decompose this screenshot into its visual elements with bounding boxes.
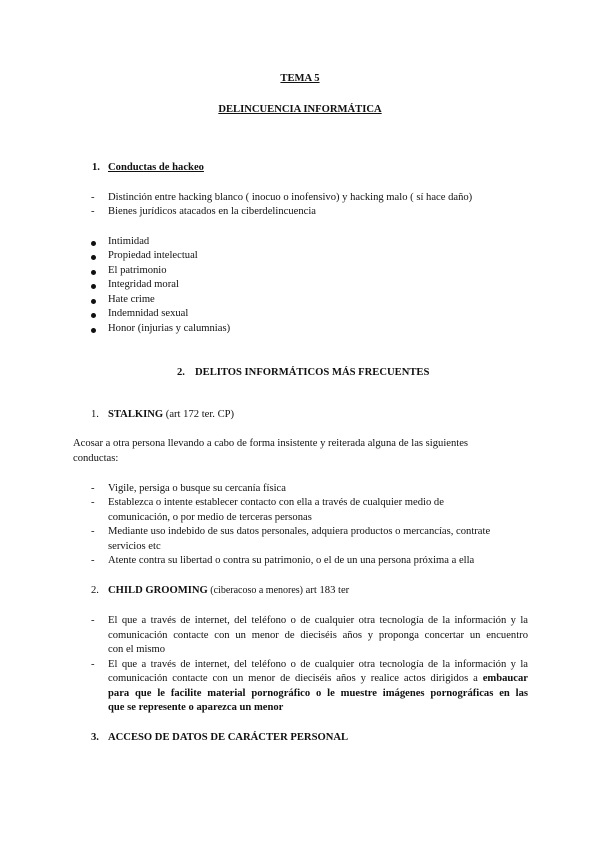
list-item: Atente contra su libertad o contra su patrimonio, o el de un una persona próxima a ella [108, 555, 475, 566]
list-item: El patrimonio [108, 265, 167, 276]
list-item: Establezca o intente establecer contacto con ella a través de cualquier medio de [108, 497, 444, 508]
section-2-number: 2. [177, 367, 185, 378]
section-3-number: 3. [91, 732, 99, 743]
stalking-number: 1. [91, 409, 99, 420]
list-item: Hate crime [108, 294, 155, 305]
section-2-heading: DELITOS INFORMÁTICOS MÁS FRECUENTES [195, 367, 430, 378]
list-item: Mediante uso indebido de sus datos personales, adquiera productos o mercancías, contrate [108, 526, 491, 537]
bullet-icon [91, 328, 96, 333]
list-item: Intimidad [108, 236, 150, 247]
stalking-intro-line: Acosar a otra persona llevando a cabo de forma insistente y reiterada alguna de las siguientes [73, 438, 469, 449]
dash-marker: - [91, 483, 95, 494]
list-item-line: El que a través de internet, del teléfono o de cualquier otra tecnología de la información y la [108, 659, 528, 670]
list-item: Bienes jurídicos atacados en la ciberdelincuencia [108, 206, 316, 217]
stalking-ref: (art 172 ter. CP) [163, 409, 235, 420]
list-item-text: comunicación contacte con un menor de dieciséis años y realice actos dirigidos a [108, 673, 483, 684]
grooming-heading-line [108, 584, 349, 599]
document-subtitle: DELINCUENCIA INFORMÁTICA [218, 104, 382, 115]
list-item: comunicación, o por medio de terceras personas [108, 512, 312, 523]
dash-marker: - [91, 555, 95, 566]
emphasis-line: para que le facilite material pornográfico o le muestre imágenes pornográficas en las [108, 688, 528, 699]
list-item: Integridad moral [108, 279, 179, 290]
emphasis-line: que se represente o aparezca un menor [108, 702, 284, 713]
list-item: Propiedad intelectual [108, 250, 198, 261]
dash-marker: - [91, 615, 95, 626]
document-title: TEMA 5 [280, 73, 320, 84]
stalking-heading: STALKING [108, 409, 164, 420]
bullet-icon [91, 284, 96, 289]
section-3-heading: ACCESO DE DATOS DE CARÁCTER PERSONAL [108, 732, 349, 743]
bullet-icon [91, 255, 96, 260]
grooming-number: 2. [91, 585, 99, 596]
list-item-line: comunicación contacte con un menor de dieciséis años y proponga concertar un encuentro [108, 630, 528, 641]
dash-marker: - [91, 192, 95, 203]
grooming-ref-art: art 183 ter [303, 585, 350, 596]
list-item-line: con el mismo [108, 644, 166, 655]
list-item: Distinción entre hacking blanco ( inocuo o inofensivo) y hacking malo ( sí hace daño) [108, 192, 473, 203]
bullet-icon [91, 313, 96, 318]
list-item-line [108, 672, 528, 687]
bullet-icon [91, 299, 96, 304]
grooming-heading: CHILD GROOMING [108, 585, 208, 596]
section-1-heading: Conductas de hackeo [108, 162, 204, 173]
dash-marker: - [91, 659, 95, 670]
bullet-icon [91, 270, 96, 275]
list-item: servicios etc [108, 541, 161, 552]
dash-marker: - [91, 497, 95, 508]
list-item-line: El que a través de internet, del teléfono o de cualquier otra tecnología de la información y la [108, 615, 528, 626]
dash-marker: - [91, 526, 95, 537]
grooming-ref-paren: (ciberacoso a menores) [207, 585, 303, 596]
list-item: Vigile, persiga o busque su cercanía física [108, 483, 286, 494]
stalking-intro-line: conductas: [73, 453, 119, 464]
dash-marker: - [91, 206, 95, 217]
list-item: Indemnidad sexual [108, 308, 189, 319]
list-item: Honor (injurias y calumnias) [108, 323, 231, 334]
bullet-icon [91, 241, 96, 246]
section-1-number: 1. [92, 162, 100, 173]
stalking-heading-line [108, 408, 234, 423]
emphasis-text: embaucar [482, 673, 528, 684]
